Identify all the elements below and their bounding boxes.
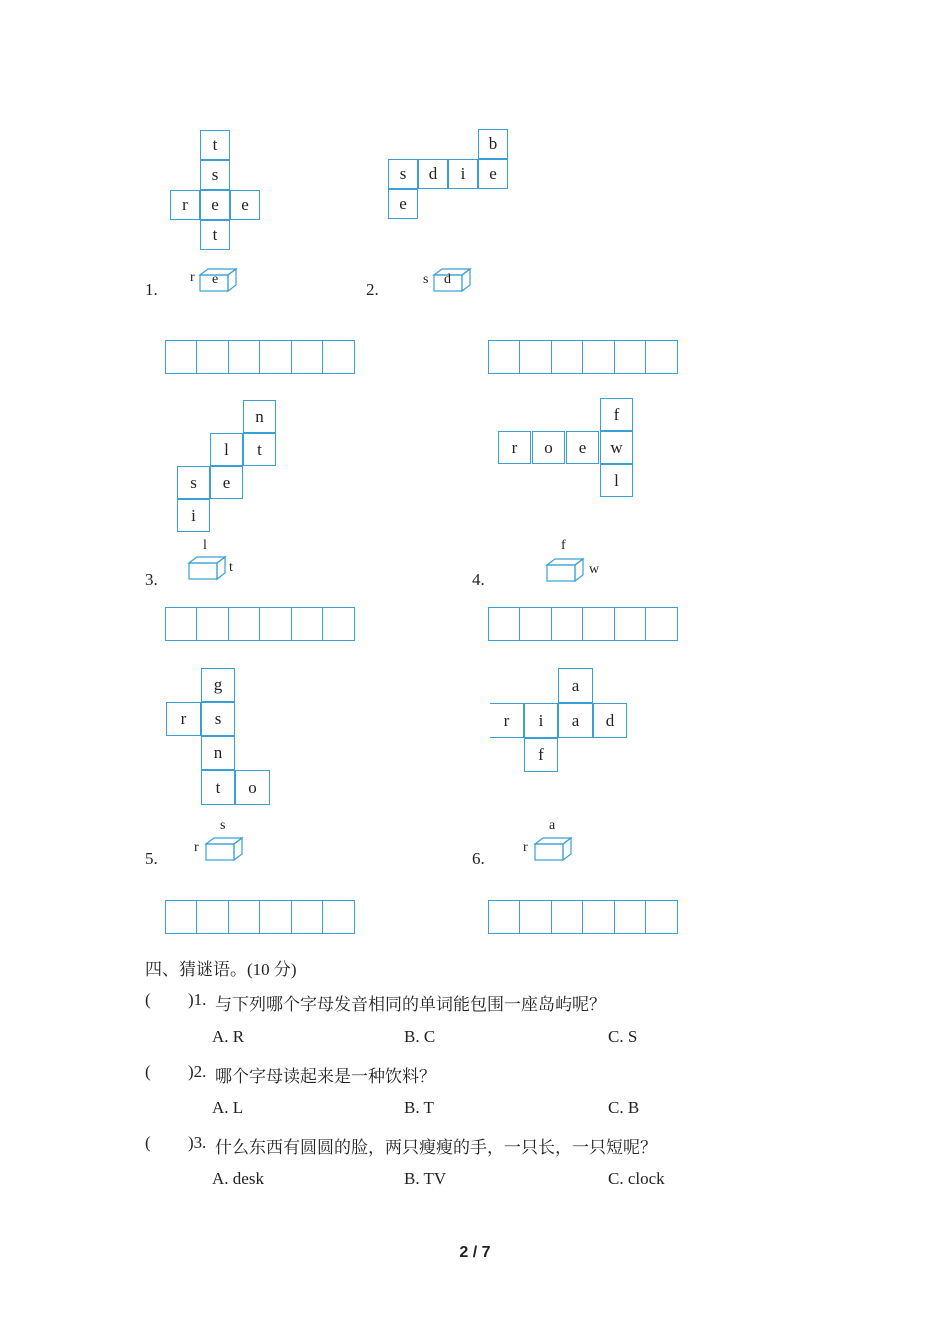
cube-icon [206,836,242,862]
cube-label: d [444,272,451,287]
cube-label: s [423,272,429,287]
question-number: )1. [188,990,207,1009]
cube-icon [189,555,225,581]
net-cell: t [200,130,230,160]
cube-label: l [203,538,207,553]
net-cell: t [243,433,276,466]
net-cell: o [235,770,270,805]
cube-label: a [549,818,556,833]
net-cell: s [388,159,418,189]
answer-paren-open[interactable]: ( [145,990,151,1009]
option-b[interactable]: B. T [404,1098,434,1117]
cube-label: r [194,840,199,855]
page-indicator: 2 / 7 [459,1244,491,1261]
cube-label: t [229,560,233,575]
net-cell: e [478,159,508,189]
net-cell: b [478,129,508,159]
answer-paren-open[interactable]: ( [145,1062,151,1081]
net-cell: n [201,736,235,770]
cube-label: f [561,538,566,553]
question-number: )3. [188,1133,207,1152]
option-c[interactable]: C. S [608,1027,638,1046]
question-number: 6. [472,849,485,868]
answer-boxes[interactable] [165,340,353,374]
answer-paren-open[interactable]: ( [145,1133,151,1152]
net-cell: d [418,159,448,189]
option-a[interactable]: A. R [212,1027,245,1046]
net-cell: r [490,703,524,738]
option-b[interactable]: B. TV [404,1169,447,1188]
cube-label: r [523,840,528,855]
net-cell: f [524,738,558,772]
net-cell: n [243,400,276,433]
answer-boxes[interactable] [165,607,353,641]
net-cell: s [201,702,235,736]
net-cell: t [201,770,235,805]
section-title: 四、猜谜语。(10 分) [145,960,297,979]
question-number: 2. [366,280,379,299]
net-cell: a [558,668,593,703]
net-cell: r [498,431,531,464]
net-cell: s [177,466,210,499]
net-cell: r [166,702,201,736]
net-cell: g [201,668,235,702]
option-c[interactable]: C. clock [608,1169,665,1188]
net-cell: l [600,464,633,497]
cube-label: r [190,270,195,285]
cube-label: s [220,818,226,833]
net-cell: i [524,703,558,738]
net-cell: i [448,159,478,189]
net-cell: l [210,433,243,466]
cube-label: e [212,272,219,287]
question-number: )2. [188,1062,207,1081]
net-cell: o [532,431,565,464]
net-cell: t [200,220,230,250]
riddle-text: 什么东西有圆圆的脸，两只瘦瘦的手，一只长，一只短呢？ [215,1138,657,1157]
cube-icon [535,836,571,862]
net-cell: r [170,190,200,220]
answer-boxes[interactable] [488,607,676,641]
riddle-text: 哪个字母读起来是一种饮料？ [215,1067,436,1086]
net-cell: e [388,189,418,219]
net-cell: f [600,398,633,431]
option-b[interactable]: B. C [404,1027,436,1046]
net-cell: e [566,431,599,464]
net-cell: d [593,703,627,738]
net-cell: w [600,431,633,464]
question-number: 1. [145,280,158,299]
question-number: 4. [472,570,485,589]
answer-boxes[interactable] [488,340,676,374]
net-cell: s [200,160,230,190]
cube-icon [434,267,470,293]
net-cell: i [177,499,210,532]
option-a[interactable]: A. desk [212,1169,264,1188]
cube-label: w [589,562,600,577]
riddle-text: 与下列哪个字母发音相同的单词能包围一座岛屿呢？ [215,995,606,1014]
question-number: 5. [145,849,158,868]
option-a[interactable]: A. L [212,1098,244,1117]
answer-boxes[interactable] [165,900,353,934]
net-cell: a [558,703,593,738]
answer-boxes[interactable] [488,900,676,934]
net-cell: e [230,190,260,220]
cube-icon [547,557,583,583]
question-number: 3. [145,570,158,589]
option-c[interactable]: C. B [608,1098,640,1117]
net-cell: e [200,190,230,220]
net-cell: e [210,466,243,499]
